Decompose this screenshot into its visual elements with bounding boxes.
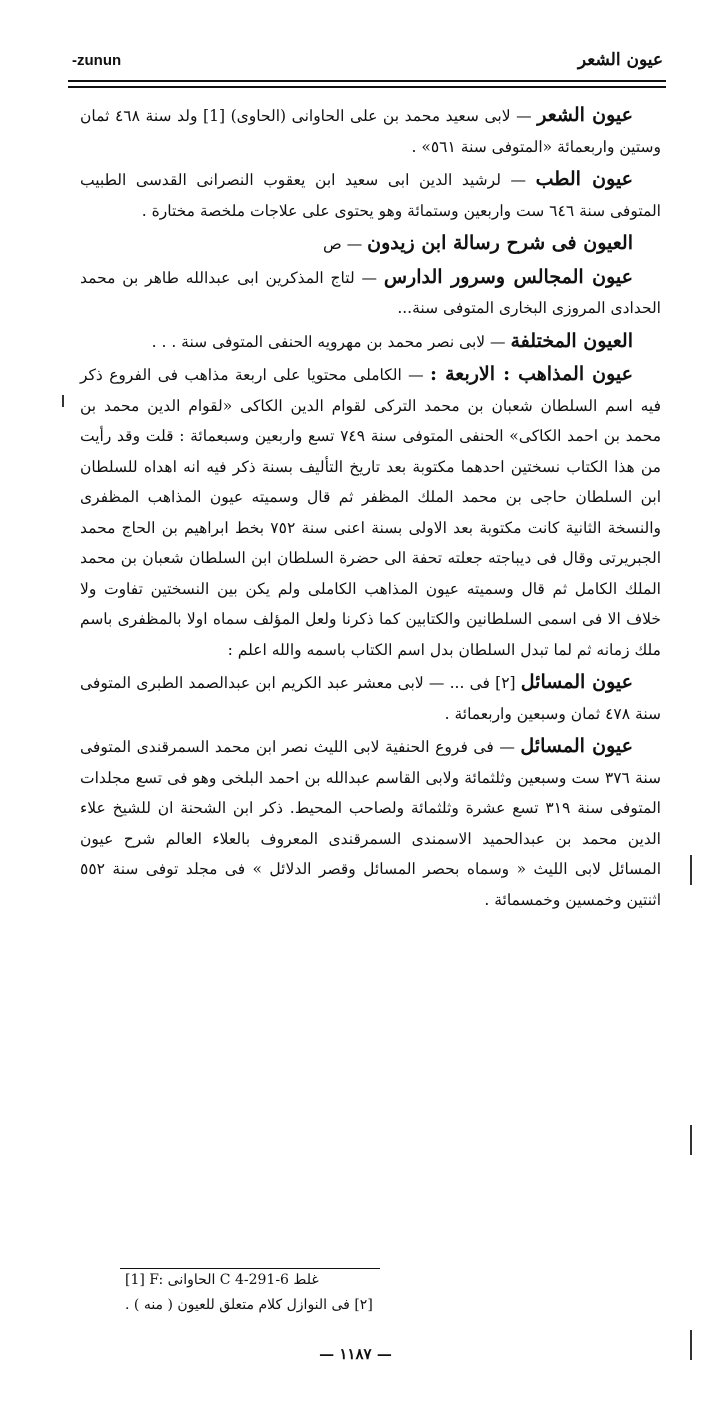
entry-7: [80, 667, 661, 729]
header-rule-top: [68, 80, 666, 82]
running-head: عيون الشعر: [577, 50, 663, 70]
footnote-rule: [120, 1268, 380, 1269]
entry-text: — لرشيد الدين ابى سعيد ابن يعقوب النصرانى القدسى الطبيب المتوفى سنة ٦٤٦ ست واربعين وستمائة وهو يحتوى على علاجات ملخصة مختارة .: [80, 171, 661, 220]
entry-headword: عيون الشعر: [537, 104, 633, 126]
entry-text: — لابى نصر محمد بن مهرويه الحنفى المتوفى سنة . . .: [151, 332, 511, 351]
entry-4: [80, 262, 661, 324]
entry-6: [80, 359, 661, 665]
entry-text: — لتاج المذكرين ابى عبدالله طاهر بن محمد الحدادى المروزى البخارى المتوفى سنة...: [80, 268, 661, 317]
entry-8: [80, 731, 661, 915]
margin-mark: [62, 395, 64, 407]
header-left-tag: -zunun: [72, 52, 122, 69]
entry-headword: العيون المختلفة: [510, 329, 633, 352]
entry-text: — لابى سعيد محمد بن على الحاوانى (الحاوى) [1] ولد سنة ٤٦٨ ثمان وستين واربعمائة «المتوفى سنة ٥٦١» .: [80, 107, 661, 156]
entry-headword: عيون المجالس وسرور الدارس: [383, 265, 634, 288]
entry-text: — الكاملى محتويا على اربعة مذاهب فى الفروع ذكر فيه اسم السلطان شعبان بن محمد التركى لقوام الدين الكاكى «لقوام الدين محمد بن محمد بن احمد الكاكى» الحنفى المتوفى سنة ٧٤٩ تسع واربعين وسبعمائة : قلت وقد رأيت من هذا الكتاب نسختين احدهما مكتوبة بعد تاريخ التأليف بسنة ذكر فيه انه اهداه للسلطان ابن السلطان حاجى بن محمد الملك المظفر ثم قال وسميته عيون المذاهب المظفرى والنسخة الثانية كانت مكتوبة بعد الاولى بسنة اعنى سنة ٧٥٢ بخط ابراهيم بن الحاج محمد الجبريرتى وقال فى ديباجته جعلته تحفة الى حضرة السلطان ابن السلطان شعبان بن محمد الملك الكامل ثم قال وسميته عيون المذاهب الكاملى ولم يكن بين النسختين تفاوت ولا خلاف الا فى اسمى السلطانين والكتابين كما ذكرنا ولعل المؤلف سماه اولا بالمظفرى باسم ملك زمانه ثم لما تبدل السلطان بدل اسم الكتاب باسمه والله اعلم :: [80, 366, 662, 659]
footnote-1: [1] F: الحاوانى C 4-291-6 غلط: [125, 1272, 319, 1288]
body-text: [80, 100, 661, 917]
entry-2: [80, 164, 661, 226]
entry-text: [٢] فى ... — لابى معشر عبد الكريم ابن عبدالصمد الطبرى المتوفى سنة ٤٧٨ ثمان وسبعين واربعمائة .: [80, 674, 661, 723]
margin-mark: [690, 1330, 692, 1360]
margin-mark: [690, 1125, 692, 1155]
entry-headword: عيون المسائل: [520, 671, 634, 693]
entry-5: [80, 326, 661, 358]
footnote-2: [٢] فى النوازل كلام متعلق للعيون ( منه ) .: [125, 1297, 373, 1313]
entry-text: — فى فروع الحنفية لابى الليث نصر ابن محمد السمرقندى المتوفى سنة ٣٧٦ ست وسبعين وثلثمائة ولابى القاسم عبدالله بن احمد البلخى وهو فى تسع مجلدات المتوفى سنة ٣١٩ تسع عشرة وثلثمائة ولصاحب المحيط. ذكر ابن الشحنة ان للشيخ علاء الدين محمد بن عبدالحميد الاسمندى السمرقندى المعروف بالعلاء العالم شرح عيون المسائل لابى الليث « وسماه بحصر المسائل وقصر الدلائل » فى مجلد توفى سنة ٥٥٢ اثنتين وخمسين وخمسمائة .: [80, 738, 661, 909]
entry-headword: عيون المذاهب : الاربعة :: [430, 363, 633, 385]
margin-mark: [690, 855, 692, 885]
entry-headword: العيون فى شرح رسالة ابن زيدون: [367, 232, 633, 254]
page-number: — ١١٨٧ —: [319, 1345, 392, 1363]
header-rule-bottom: [68, 86, 666, 88]
entry-headword: عيون المسائل: [520, 735, 633, 757]
entry-text: — ص: [323, 235, 368, 253]
entry-3: [80, 228, 661, 260]
entry-1: [80, 100, 661, 162]
entry-headword: عيون الطب: [535, 168, 634, 190]
